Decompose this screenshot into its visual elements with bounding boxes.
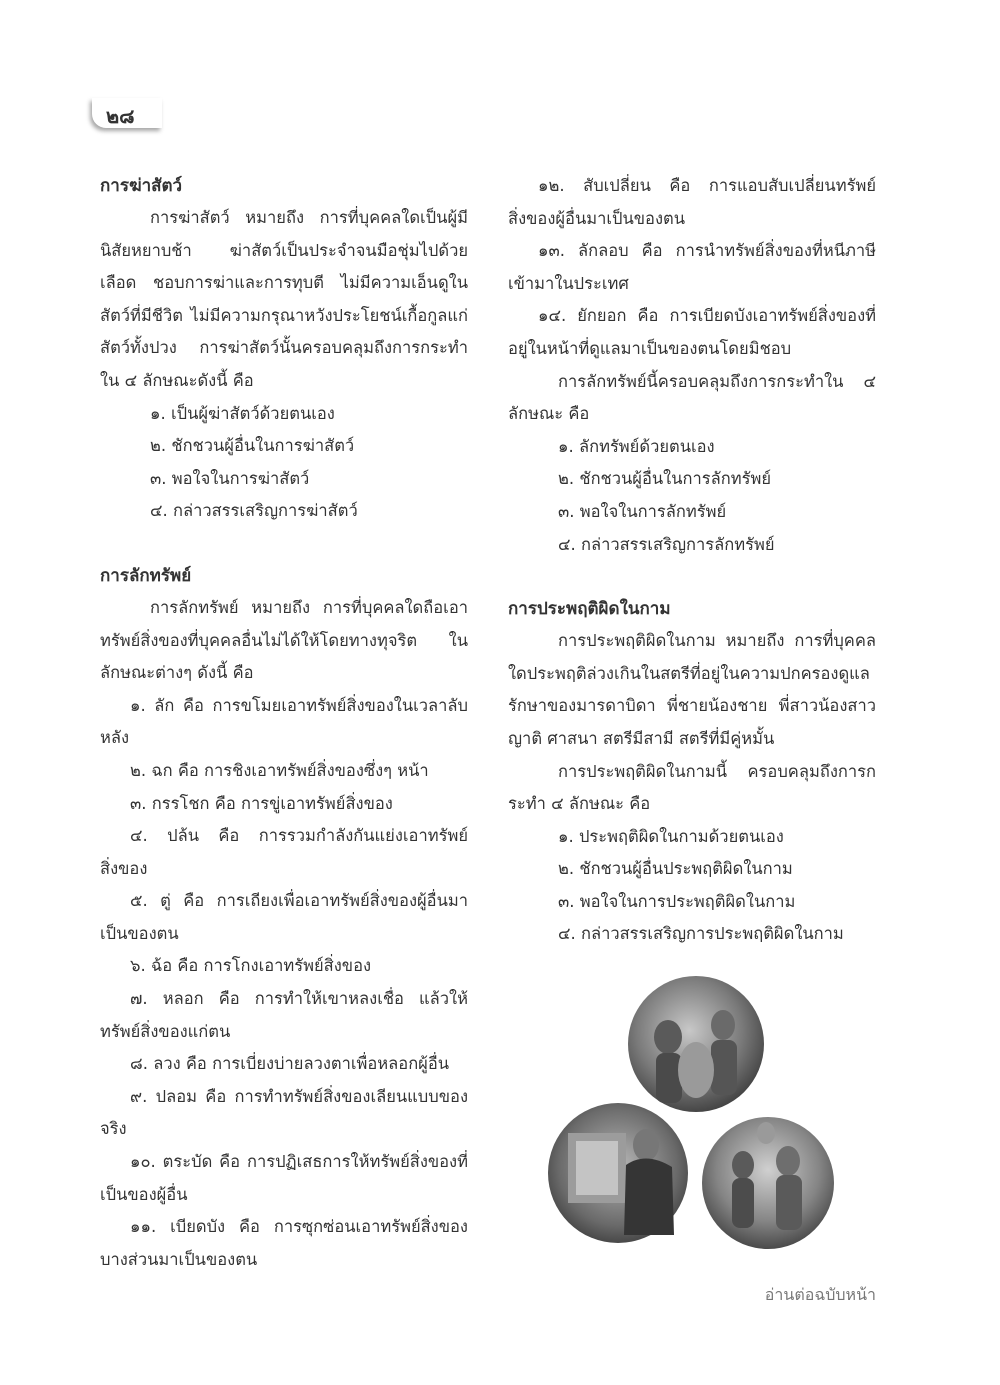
paragraph-misconduct-definition: การประพฤติผิดในกาม หมายถึง การที่บุคคลใดประพฤติล่วงเกินในสตรีที่อยู่ในความปกครองดูแลรักษาของมารดาบิดา พี่ชายน้องชาย พี่สาวน้องสาว ญาติ ศาสนา สตรีมีสามี สตรีที่มีคู่หมั้น — [508, 631, 876, 748]
list-item: ๙. ปลอม คือ การทำทรัพย์สิ่งของเลียนแบบของจริง — [100, 1086, 468, 1139]
list-item: ๓. พอใจในการลักทรัพย์ — [558, 501, 727, 521]
list-item: ๖. ฉ้อ คือ การโกงเอาทรัพย์สิ่งของ — [130, 956, 372, 976]
list-item: ๓. พอใจในการประพฤติผิดในกาม — [558, 891, 796, 911]
list-item: ๒. ฉก คือ การชิงเอาทรัพย์สิ่งของซึ่งๆ หน้า — [130, 760, 429, 780]
list-item: ๘. ลวง คือ การเบี่ยงบ่ายลวงตาเพื่อหลอกผู้อื่น — [130, 1054, 450, 1074]
list-item: ๔. กล่าวสรรเสริญการฆ่าสัตว์ — [150, 501, 358, 521]
list-item: ๑. ประพฤติผิดในกามด้วยตนเอง — [558, 826, 784, 846]
paragraph-stealing-definition: การลักทรัพย์ หมายถึง การที่บุคคลใดถือเอาทรัพย์สิ่งของที่บุคคลอื่นไม่ได้ให้โดยทางทุจริต ในลักษณะต่างๆ ดังนี้ คือ — [100, 597, 468, 683]
page-number: ๒๘ — [106, 104, 135, 128]
list-item: ๒. ชักชวนผู้อื่นประพฤติผิดในกาม — [558, 859, 793, 879]
list-item: ๗. หลอก คือ การทำให้เขาหลงเชื่อ แล้วให้ทรัพย์สิ่งของแก่ตน — [100, 989, 468, 1041]
paragraph-stealing-scope: การลักทรัพย์นี้ครอบคลุมถึงการกระทำใน ๔ ลักษณะ คือ — [508, 371, 876, 424]
list-item: ๔. กล่าวสรรเสริญการลักทรัพย์ — [558, 534, 775, 554]
list-item: ๒. ชักชวนผู้อื่นในการฆ่าสัตว์ — [150, 436, 355, 456]
list-item: ๑๓. ลักลอบ คือ การนำทรัพย์สิ่งของที่หนีภาษีเข้ามาในประเทศ — [508, 241, 876, 293]
list-item: ๒. ชักชวนผู้อื่นในการลักทรัพย์ — [558, 469, 771, 489]
list-item: ๑๑. เบียดบัง คือ การซุกซ่อนเอาทรัพย์สิ่งของบางส่วนมาเป็นของตน — [100, 1217, 468, 1269]
right-column — [508, 170, 876, 951]
list-item: ๑๐. ตระบัด คือ การปฏิเสธการให้ทรัพย์สิ่งของที่เป็นของผู้อื่น — [100, 1152, 468, 1204]
circle-scene-right — [702, 1117, 834, 1249]
left-column — [100, 170, 468, 1276]
list-item: ๑๒. สับเปลี่ยน คือ การแอบสับเปลี่ยนทรัพย์สิ่งของผู้อื่นมาเป็นของตน — [508, 176, 876, 228]
list-item: ๕. ตู่ คือ การเถียงเพื่อเอาทรัพย์สิ่งของผู้อื่นมาเป็นของตน — [100, 891, 468, 943]
circle-scene-top — [628, 976, 764, 1112]
list-item: ๔. กล่าวสรรเสริญการประพฤติผิดในกาม — [558, 924, 844, 944]
section-title-killing: การฆ่าสัตว์ — [100, 176, 183, 196]
circle-scene-left — [548, 1103, 688, 1243]
section-title-sexual-misconduct: การประพฤติผิดในกาม — [508, 599, 671, 620]
list-item: ๓. พอใจในการฆ่าสัตว์ — [150, 468, 310, 488]
list-item: ๑๔. ยักยอก คือ การเบียดบังเอาทรัพย์สิ่งของที่อยู่ในหน้าที่ดูแลมาเป็นของตนโดยมิชอบ — [508, 306, 876, 358]
list-item: ๔. ปล้น คือ การรวมกำลังกันแย่งเอาทรัพย์สิ่งของ — [100, 826, 468, 878]
illustration-three-circles — [548, 975, 838, 1255]
list-item: ๓. กรรโชก คือ การขู่เอาทรัพย์สิ่งของ — [130, 793, 393, 813]
list-item: ๑. ลักทรัพย์ด้วยตนเอง — [558, 436, 715, 456]
list-item: ๑. ลัก คือ การขโมยเอาทรัพย์สิ่งของในเวลาลับหลัง — [100, 695, 468, 748]
section-title-stealing: การลักทรัพย์ — [100, 565, 192, 586]
list-item: ๑. เป็นผู้ฆ่าสัตว์ด้วยตนเอง — [150, 403, 335, 423]
paragraph-killing-definition: การฆ่าสัตว์ หมายถึง การที่บุคคลใดเป็นผู้มีนิสัยหยาบช้า ฆ่าสัตว์เป็นประจำจนมือชุ่มไปด้วยเลือด ชอบการฆ่าและการทุบตี ไม่มีความเอ็นดูในสัตว์ที่มีชีวิต ไม่มีความกรุณาหวังประโยชน์เกื้อกูลแก่สัตว์ทั้งปวง การฆ่าสัตว์นั้นครอบคลุมถึงการกระทำใน ๔ ลักษณะดังนี้ คือ — [100, 208, 468, 390]
continued-next-issue-note: อ่านต่อฉบับหน้า — [764, 1285, 876, 1304]
paragraph-misconduct-scope: การประพฤติผิดในกามนี้ ครอบคลุมถึงการกระทำ ๔ ลักษณะ คือ — [508, 761, 876, 814]
